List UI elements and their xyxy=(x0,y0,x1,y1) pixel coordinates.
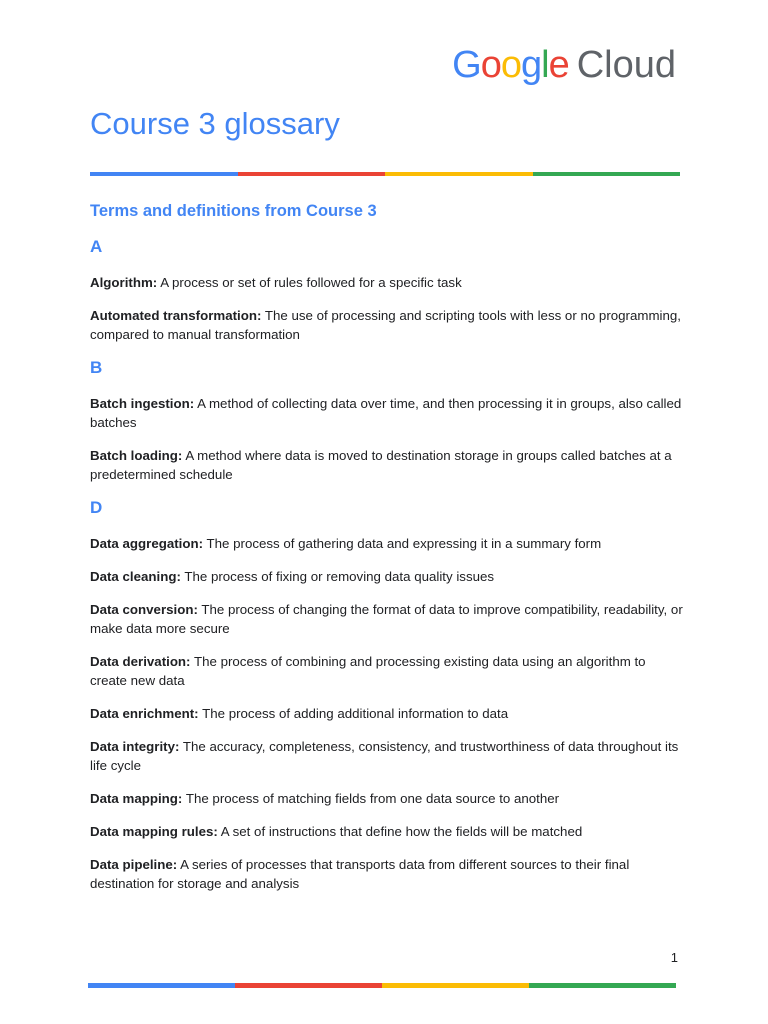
glossary-entry xyxy=(90,652,685,690)
term-name: Data pipeline: xyxy=(90,857,178,872)
logo-letter: o xyxy=(500,44,521,86)
logo-letter: e xyxy=(548,44,569,86)
logo-letter: g xyxy=(520,44,542,86)
term-definition: A method where data is moved to destination storage in groups called batches at a predetermined schedule xyxy=(90,448,672,482)
term-definition: A set of instructions that define how the fields will be matched xyxy=(220,824,583,839)
term-name: Automated transformation: xyxy=(90,308,262,323)
glossary-entry xyxy=(90,567,685,586)
term-definition: The process of adding additional information to data xyxy=(202,706,509,721)
color-segment xyxy=(90,172,238,176)
term-name: Batch ingestion: xyxy=(90,396,195,411)
color-divider-top xyxy=(90,172,680,176)
color-segment xyxy=(382,983,529,988)
color-segment xyxy=(385,172,533,176)
term-definition: The process of combining and processing existing data using an algorithm to create new data xyxy=(90,654,646,688)
glossary-content xyxy=(90,202,685,907)
glossary-entry xyxy=(90,704,685,723)
term-name: Data aggregation: xyxy=(90,536,204,551)
glossary-entry xyxy=(90,446,685,484)
term-name: Data mapping rules: xyxy=(90,824,218,839)
google-wordmark xyxy=(452,44,569,86)
glossary-entry xyxy=(90,534,685,553)
term-definition: The accuracy, completeness, consistency, and trustworthiness of data throughout its life cycle xyxy=(90,739,679,773)
google-cloud-logo xyxy=(452,46,676,84)
glossary-entry xyxy=(90,789,685,808)
page-title: Course 3 glossary xyxy=(90,106,340,141)
term-name: Batch loading: xyxy=(90,448,183,463)
term-definition: A series of processes that transports data from different sources to their final destination for storage and analysis xyxy=(90,857,630,891)
letter-heading: D xyxy=(90,498,103,517)
color-segment xyxy=(238,172,386,176)
glossary-entry xyxy=(90,600,685,638)
glossary-entry xyxy=(90,394,685,432)
letter-heading: A xyxy=(90,237,103,256)
section-heading: Terms and definitions from Course 3 xyxy=(90,202,377,220)
term-name: Data derivation: xyxy=(90,654,191,669)
term-name: Algorithm: xyxy=(90,275,158,290)
term-definition: The process of fixing or removing data quality issues xyxy=(184,569,495,584)
color-divider-bottom xyxy=(88,983,676,988)
term-definition: The use of processing and scripting tools with less or no programming, compared to manual transformation xyxy=(90,308,681,342)
term-name: Data enrichment: xyxy=(90,706,199,721)
logo-letter: o xyxy=(480,44,501,86)
term-definition: A process or set of rules followed for a specific task xyxy=(160,275,462,290)
glossary-entry xyxy=(90,737,685,775)
logo-letter: G xyxy=(452,44,481,86)
term-name: Data cleaning: xyxy=(90,569,181,584)
term-name: Data mapping: xyxy=(90,791,183,806)
color-segment xyxy=(529,983,676,988)
color-segment xyxy=(533,172,681,176)
glossary-entry xyxy=(90,306,685,344)
color-segment xyxy=(235,983,382,988)
term-definition: The process of changing the format of data to improve compatibility, readability, or make data more secure xyxy=(90,602,683,636)
term-name: Data integrity: xyxy=(90,739,180,754)
glossary-entry xyxy=(90,273,685,292)
glossary-sections xyxy=(90,237,685,893)
term-definition: The process of matching fields from one data source to another xyxy=(185,791,560,806)
term-definition: A method of collecting data over time, and then processing it in groups, also called batches xyxy=(90,396,682,430)
cloud-wordmark: Cloud xyxy=(576,44,676,86)
glossary-entry xyxy=(90,822,685,841)
term-definition: The process of gathering data and expressing it in a summary form xyxy=(206,536,602,551)
logo-letter: l xyxy=(541,44,549,86)
glossary-entry xyxy=(90,855,685,893)
term-name: Data conversion: xyxy=(90,602,198,617)
page-number: 1 xyxy=(670,950,678,965)
color-segment xyxy=(88,983,235,988)
letter-heading: B xyxy=(90,358,103,377)
